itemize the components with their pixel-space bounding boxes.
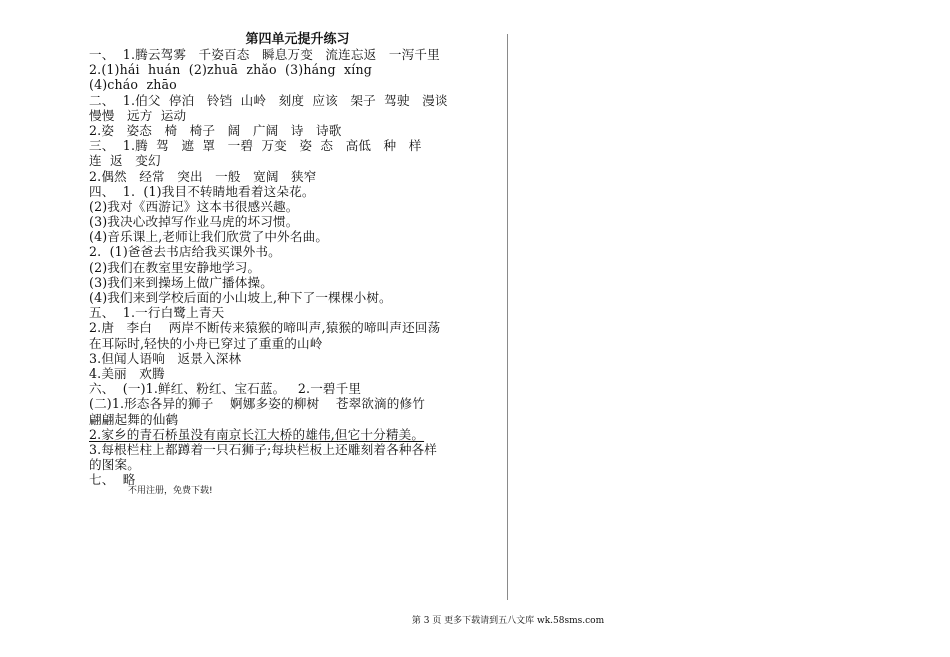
answer-line: 四、 1. (1)我目不转睛地看着这朵花。 — [89, 183, 315, 199]
answer-line: 2. (1)爸爸去书店给我买课外书。 — [89, 244, 281, 260]
answer-line: 在耳际时,轻快的小舟已穿过了重重的山岭 — [89, 335, 323, 351]
answer-line: (4)我们来到学校后面的小山坡上,种下了一棵棵小树。 — [89, 290, 392, 305]
answer-line: (2)我们在教室里安静地学习。 — [89, 259, 261, 275]
answer-line: 3.每根栏柱上都蹲着一只石狮子;每块栏板上还雕刻着各种各样 — [89, 441, 438, 457]
answer-line: 翩翩起舞的仙鹤 — [89, 411, 179, 427]
answer-line: 的图案。 — [89, 457, 140, 473]
answer-line: 2.家乡的青石桥虽没有南京长江大桥的雄伟,但它十分精美。 — [89, 426, 425, 442]
answer-line: 4.美丽 欢腾 — [89, 365, 165, 381]
answer-line: 3.但闻人语响 返景入深林 — [89, 350, 242, 366]
free-download-note: 不用注册，免费下载! — [128, 486, 213, 496]
answer-line: 2.姿 姿态 椅 椅子 阔 广阔 诗 诗歌 — [89, 122, 342, 138]
answer-line: 七、 略 — [89, 472, 136, 488]
answer-line: 2.偶然 经常 突出 一般 宽阔 狭窄 — [89, 168, 317, 184]
answer-line: (4)音乐课上,老师让我们欣赏了中外名曲。 — [89, 229, 329, 245]
page-title: 第四单元提升练习 — [245, 32, 350, 47]
column-divider — [507, 34, 508, 600]
answer-line: 六、 (一)1.鲜红、粉红、宝石蓝。 2.一碧千里 — [89, 381, 362, 397]
answer-line: 2.(1)hái huán (2)zhuā zhǎo (3)háng xíng — [89, 62, 372, 78]
answer-line: (二)1.形态各异的狮子 婀娜多姿的柳树 苍翠欲滴的修竹 — [89, 396, 426, 412]
answer-line: (4)cháo zhāo — [89, 77, 177, 93]
answer-line: 一、 1.腾云驾雾 千姿百态 瞬息万变 流连忘返 一泻千里 — [89, 47, 440, 62]
page-footer: 第 3 页 更多下载请到五八文库 wk.58sms.com — [411, 616, 605, 626]
answer-line: 五、 1.一行白鹭上青天 — [89, 305, 225, 321]
answer-line: 三、 1.腾 驾 遮 罩 一碧 万变 姿 态 高低 种 样 — [89, 138, 422, 154]
answer-line: (3)我们来到操场上做广播体操。 — [89, 274, 273, 290]
answer-line: 二、 1.伯父 停泊 铃铛 山岭 刻度 应该 架子 驾驶 漫谈 — [89, 92, 448, 108]
answer-line: (3)我决心改掉写作业马虎的坏习惯。 — [89, 214, 299, 230]
answer-line: 慢慢 远方 运动 — [89, 107, 187, 123]
answer-line: (2)我对《西游记》这本书很感兴趣。 — [89, 198, 299, 214]
answer-line: 连 返 变幻 — [89, 153, 161, 169]
answer-line: 2.唐 李白 两岸不断传来猿猴的啼叫声,猿猴的啼叫声还回荡 — [89, 320, 441, 336]
answer-content — [89, 47, 494, 487]
